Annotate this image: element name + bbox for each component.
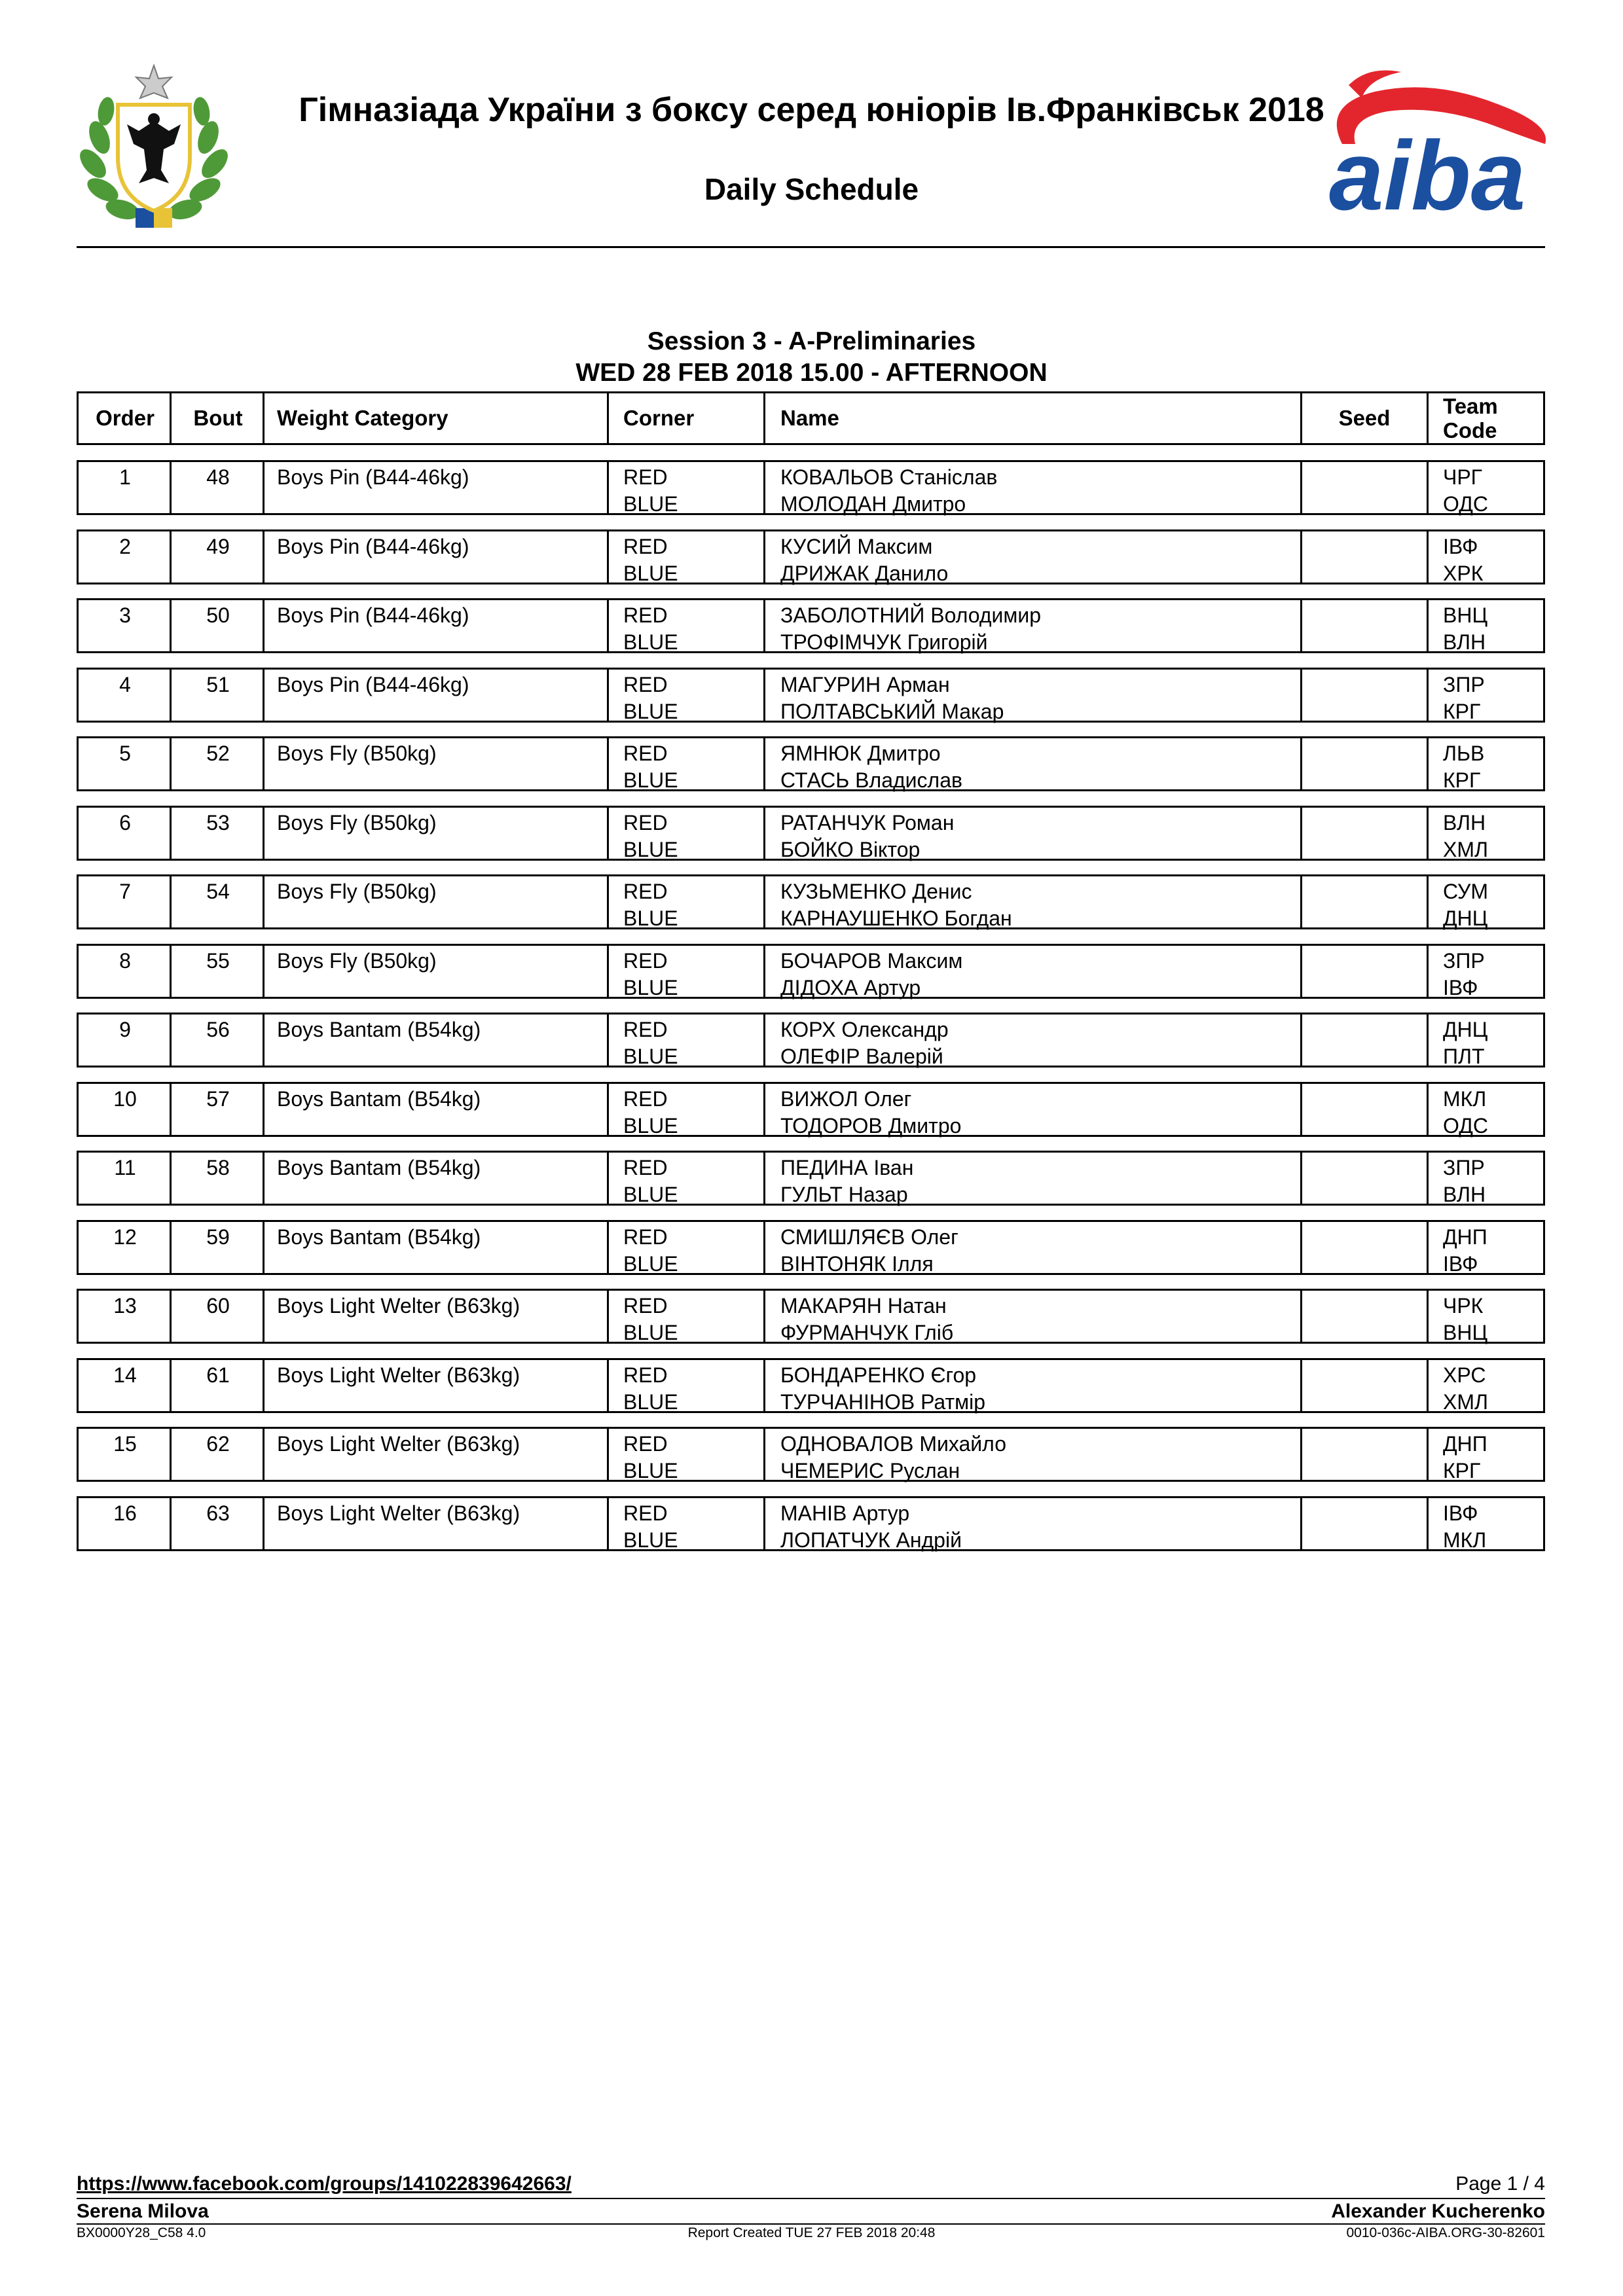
cell-order-order: 7 <box>119 880 131 903</box>
cell-team-code-red-team: ЧРГ <box>1443 465 1482 489</box>
cell-corner-blue: BLUE <box>623 1528 678 1552</box>
cell-corner-red: RED <box>623 1501 668 1525</box>
column-bout: Bout <box>193 406 243 430</box>
cell-order <box>79 1014 172 1066</box>
cell-order <box>79 1498 172 1549</box>
cell-name-red-name: ЗАБОЛОТНИЙ Володимир <box>780 603 1042 627</box>
cell-weight-category <box>277 876 604 927</box>
table-row <box>77 668 1545 723</box>
cell-order-order: 5 <box>119 742 131 765</box>
cell-bout-bout: 48 <box>206 465 230 489</box>
cell-weight-category-weight: Boys Bantam (B54kg) <box>277 1087 481 1111</box>
column-team-code <box>1443 393 1541 443</box>
footer-page-number: Page 1 / 4 <box>1455 2173 1545 2195</box>
cell-corner-blue: BLUE <box>623 838 678 861</box>
table-row <box>77 1220 1545 1275</box>
cell-team-code <box>1443 670 1541 721</box>
header-divider <box>77 246 1545 248</box>
cell-name-blue-name: ТОДОРОВ Дмитро <box>780 1114 962 1138</box>
cell-team-code-blue-team: ХМЛ <box>1443 1390 1488 1414</box>
cell-corner-red: RED <box>623 535 668 558</box>
cell-name <box>780 738 1291 792</box>
cell-name-red-name: БОЧАРОВ Максим <box>780 949 963 973</box>
cell-team-code <box>1443 1014 1541 1066</box>
cell-name-blue-name: ВІНТОНЯК Ілля <box>780 1252 934 1276</box>
cell-corner-blue: BLUE <box>623 1114 678 1138</box>
cell-name-blue-name: ЛОПАТЧУК Андрій <box>780 1528 962 1552</box>
cell-team-code <box>1443 738 1541 792</box>
footer-url-link[interactable]: https://www.facebook.com/groups/141022839642663/ <box>77 2173 572 2195</box>
cell-team-code-blue-team: ДНЦ <box>1443 906 1488 930</box>
cell-order-order: 15 <box>113 1432 137 1456</box>
cell-order-order: 13 <box>113 1294 137 1318</box>
cell-corner-blue: BLUE <box>623 562 678 585</box>
cell-bout-bout: 52 <box>206 742 230 765</box>
cell-corner-red: RED <box>623 465 668 489</box>
cell-team-code-red-team: ЗПР <box>1443 673 1485 696</box>
cell-bout-bout: 62 <box>206 1432 230 1456</box>
cell-corner <box>623 1360 754 1414</box>
cell-weight-category <box>277 1014 604 1066</box>
cell-weight-category-weight: Boys Fly (B50kg) <box>277 880 437 903</box>
cell-weight-category <box>277 1222 604 1273</box>
footer-right-signatory: Alexander Kucherenko <box>1331 2200 1545 2222</box>
cell-name-blue-name: ГУЛЬТ Назар <box>780 1183 908 1206</box>
cell-order-order: 1 <box>119 465 131 489</box>
session-title: Session 3 - A-Preliminaries <box>647 327 976 355</box>
cell-weight-category-weight: Boys Pin (B44-46kg) <box>277 673 469 696</box>
cell-order <box>79 1360 172 1411</box>
cell-name <box>780 531 1291 583</box>
cell-team-code-red-team: ІВФ <box>1443 1501 1478 1525</box>
cell-team-code-blue-team: КРГ <box>1443 1459 1481 1482</box>
cell-name <box>780 1014 1291 1066</box>
column-team-line2: Code <box>1443 418 1497 442</box>
cell-team-code-red-team: ДНП <box>1443 1225 1487 1249</box>
cell-name-red-name: КУЗЬМЕНКО Денис <box>780 880 972 903</box>
cell-name-blue-name: СТАСЬ Владислав <box>780 768 962 792</box>
cell-name <box>780 1084 1291 1138</box>
cell-team-code <box>1443 1429 1541 1480</box>
cell-corner <box>623 946 754 997</box>
cell-order <box>79 670 172 721</box>
cell-team-code <box>1443 1153 1541 1204</box>
cell-weight-category-weight: Boys Pin (B44-46kg) <box>277 535 469 558</box>
cell-corner <box>623 1014 754 1066</box>
cell-corner <box>623 670 754 721</box>
cell-bout <box>172 1084 264 1135</box>
cell-team-code-red-team: МКЛ <box>1443 1087 1487 1111</box>
cell-name-red-name: КОРХ Олександр <box>780 1018 949 1041</box>
cell-team-code-blue-team: ОДС <box>1443 1114 1488 1138</box>
cell-team-code-red-team: ВЛН <box>1443 811 1486 834</box>
cell-team-code-blue-team: МКЛ <box>1443 1528 1487 1552</box>
cell-corner <box>623 1498 754 1552</box>
cell-weight-category <box>277 1153 604 1204</box>
cell-bout-bout: 56 <box>206 1018 230 1041</box>
cell-order <box>79 531 172 583</box>
cell-name-blue-name: МОЛОДАН Дмитро <box>780 492 966 516</box>
cell-weight-category-weight: Boys Fly (B50kg) <box>277 742 437 765</box>
cell-bout-bout: 61 <box>206 1363 230 1387</box>
cell-weight-category <box>277 1291 604 1342</box>
column-name: Name <box>780 406 839 430</box>
cell-bout <box>172 738 264 789</box>
cell-corner <box>623 462 754 516</box>
cell-name <box>780 876 1291 930</box>
session-date: WED 28 FEB 2018 15.00 - AFTERNOON <box>575 359 1048 387</box>
column-weight-category: Weight Category <box>277 406 448 430</box>
table-row <box>77 598 1545 653</box>
cell-bout-bout: 49 <box>206 535 230 558</box>
cell-corner <box>623 876 754 930</box>
cell-corner-red: RED <box>623 603 668 627</box>
cell-corner-blue: BLUE <box>623 1321 678 1344</box>
cell-name-blue-name: ОЛЕФІР Валерій <box>780 1045 943 1068</box>
cell-order <box>79 1084 172 1135</box>
cell-name-blue-name: ТРОФІМЧУК Григорій <box>780 630 988 654</box>
table-row <box>77 1358 1545 1413</box>
cell-corner-blue: BLUE <box>623 630 678 654</box>
cell-bout <box>172 1360 264 1411</box>
cell-team-code-blue-team: ПЛТ <box>1443 1045 1485 1068</box>
cell-name-blue-name: БОЙКО Віктор <box>780 838 921 861</box>
cell-order-order: 4 <box>119 673 131 696</box>
cell-bout <box>172 1222 264 1273</box>
footer-report-code: BX0000Y28_C58 4.0 <box>77 2225 206 2240</box>
cell-corner-red: RED <box>623 1294 668 1318</box>
cell-team-code <box>1443 1291 1541 1342</box>
cell-name-red-name: ОДНОВАЛОВ Михайло <box>780 1432 1006 1456</box>
cell-corner-red: RED <box>623 811 668 834</box>
cell-order <box>79 808 172 859</box>
cell-team-code <box>1443 1360 1541 1414</box>
cell-weight-category-weight: Boys Pin (B44-46kg) <box>277 465 469 489</box>
document-title: Гімназіада України з боксу серед юніорів Ів.Франківськ 2018 <box>299 91 1324 129</box>
cell-name <box>780 670 1291 721</box>
cell-order-order: 6 <box>119 811 131 834</box>
cell-corner <box>623 1222 754 1276</box>
cell-bout <box>172 808 264 859</box>
cell-team-code-red-team: ДНЦ <box>1443 1018 1488 1041</box>
cell-corner-red: RED <box>623 1156 668 1179</box>
cell-name-blue-name: ПОЛТАВСЬКИЙ Макар <box>780 700 1004 723</box>
cell-weight-category <box>277 1429 604 1480</box>
cell-corner <box>623 1291 754 1342</box>
footer-left-signatory: Serena Milova <box>77 2200 209 2222</box>
table-row <box>77 1151 1545 1206</box>
cell-team-code-red-team: ЧРК <box>1443 1294 1484 1318</box>
cell-team-code-blue-team: ВЛН <box>1443 630 1486 654</box>
cell-weight-category-weight: Boys Light Welter (B63kg) <box>277 1294 520 1318</box>
cell-corner-blue: BLUE <box>623 1390 678 1414</box>
cell-bout-bout: 55 <box>206 949 230 973</box>
cell-corner-red: RED <box>623 1363 668 1387</box>
cell-order <box>79 946 172 997</box>
cell-corner <box>623 1153 754 1204</box>
cell-corner-blue: BLUE <box>623 1252 678 1276</box>
cell-order <box>79 738 172 789</box>
cell-weight-category <box>277 1084 604 1135</box>
cell-name-blue-name: ТУРЧАНІНОВ Ратмір <box>780 1390 986 1414</box>
cell-team-code-blue-team: ІВФ <box>1443 1252 1478 1276</box>
cell-weight-category-weight: Boys Bantam (B54kg) <box>277 1018 481 1041</box>
table-row <box>77 1013 1545 1067</box>
cell-bout-bout: 51 <box>206 673 230 696</box>
cell-corner-red: RED <box>623 1018 668 1041</box>
cell-name <box>780 1360 1291 1414</box>
cell-name-red-name: КУСИЙ Максим <box>780 535 933 558</box>
cell-bout-bout: 59 <box>206 1225 230 1249</box>
cell-name-red-name: ВИЖОЛ Олег <box>780 1087 912 1111</box>
cell-weight-category-weight: Boys Fly (B50kg) <box>277 811 437 834</box>
cell-corner-blue: BLUE <box>623 906 678 930</box>
cell-name-blue-name: ДІДОХА Артур <box>780 976 921 999</box>
cell-team-code <box>1443 600 1541 654</box>
cell-corner-red: RED <box>623 949 668 973</box>
cell-order-order: 2 <box>119 535 131 558</box>
cell-bout-bout: 60 <box>206 1294 230 1318</box>
table-header <box>77 391 1545 445</box>
cell-weight-category-weight: Boys Pin (B44-46kg) <box>277 603 469 627</box>
cell-corner-red: RED <box>623 1432 668 1456</box>
cell-order <box>79 600 172 651</box>
cell-name <box>780 946 1291 997</box>
cell-order-order: 11 <box>114 1156 136 1179</box>
cell-name-red-name: МАГУРИН Арман <box>780 673 950 696</box>
cell-corner-blue: BLUE <box>623 1459 678 1482</box>
cell-weight-category <box>277 531 604 583</box>
cell-name <box>780 1222 1291 1276</box>
cell-weight-category <box>277 738 604 789</box>
cell-team-code <box>1443 462 1541 516</box>
cell-weight-category-weight: Boys Light Welter (B63kg) <box>277 1363 520 1387</box>
cell-weight-category <box>277 1498 604 1549</box>
cell-bout <box>172 946 264 997</box>
cell-name-red-name: СМИШЛЯЄВ Олег <box>780 1225 958 1249</box>
cell-team-code-blue-team: ХРК <box>1443 562 1484 585</box>
cell-weight-category-weight: Boys Light Welter (B63kg) <box>277 1501 520 1525</box>
cell-name-blue-name: ЧЕМЕРИС Руслан <box>780 1459 960 1482</box>
cell-name <box>780 1429 1291 1480</box>
cell-corner-blue: BLUE <box>623 700 678 723</box>
cell-order <box>79 1429 172 1480</box>
cell-name-red-name: БОНДАРЕНКО Єгор <box>780 1363 977 1387</box>
cell-name <box>780 600 1291 654</box>
cell-order-order: 12 <box>113 1225 137 1249</box>
cell-bout <box>172 600 264 651</box>
cell-corner-blue: BLUE <box>623 1045 678 1068</box>
footer-report-created: Report Created TUE 27 FEB 2018 20:48 <box>687 2225 936 2240</box>
cell-bout-bout: 57 <box>206 1087 230 1111</box>
table-row <box>77 874 1545 929</box>
cell-name <box>780 462 1291 516</box>
cell-bout-bout: 63 <box>206 1501 230 1525</box>
cell-weight-category-weight: Boys Fly (B50kg) <box>277 949 437 973</box>
cell-team-code-red-team: ЛЬВ <box>1443 742 1485 765</box>
cell-corner-blue: BLUE <box>623 976 678 999</box>
cell-weight-category-weight: Boys Light Welter (B63kg) <box>277 1432 520 1456</box>
cell-team-code <box>1443 1084 1541 1138</box>
cell-team-code-red-team: ДНП <box>1443 1432 1487 1456</box>
cell-name <box>780 808 1291 859</box>
cell-team-code-blue-team: ВНЦ <box>1443 1321 1488 1344</box>
column-corner: Corner <box>623 406 695 430</box>
cell-corner-red: RED <box>623 742 668 765</box>
cell-team-code <box>1443 876 1541 930</box>
cell-name-red-name: ЯМНЮК Дмитро <box>780 742 941 765</box>
cell-weight-category <box>277 600 604 651</box>
cell-bout <box>172 462 264 513</box>
cell-team-code-red-team: ЗПР <box>1443 1156 1485 1179</box>
cell-corner <box>623 1429 754 1480</box>
cell-corner-red: RED <box>623 1225 668 1249</box>
cell-bout <box>172 1291 264 1342</box>
cell-bout <box>172 876 264 927</box>
column-seed: Seed <box>1338 406 1391 430</box>
cell-name-red-name: ПЕДИНА Іван <box>780 1156 914 1179</box>
table-row <box>77 1496 1545 1551</box>
cell-team-code-red-team: ХРС <box>1443 1363 1486 1387</box>
cell-bout-bout: 50 <box>206 603 230 627</box>
cell-order-order: 9 <box>119 1018 131 1041</box>
cell-name-red-name: РАТАНЧУК Роман <box>780 811 955 834</box>
cell-bout-bout: 58 <box>206 1156 230 1179</box>
cell-corner <box>623 1084 754 1138</box>
table-row <box>77 806 1545 861</box>
table-row <box>77 736 1545 791</box>
cell-weight-category-weight: Boys Bantam (B54kg) <box>277 1225 481 1249</box>
cell-bout <box>172 670 264 721</box>
cell-order-order: 16 <box>113 1501 137 1525</box>
cell-bout <box>172 531 264 583</box>
cell-team-code <box>1443 531 1541 583</box>
cell-order-order: 14 <box>113 1363 137 1387</box>
cell-name-blue-name: ДРИЖАК Данило <box>780 562 949 585</box>
cell-order <box>79 462 172 513</box>
cell-name-blue-name: КАРНАУШЕНКО Богдан <box>780 906 1012 930</box>
cell-order-order: 8 <box>119 949 131 973</box>
cell-bout-bout: 53 <box>206 811 230 834</box>
cell-weight-category-weight: Boys Bantam (B54kg) <box>277 1156 481 1179</box>
cell-corner-blue: BLUE <box>623 492 678 516</box>
cell-team-code-blue-team: ОДС <box>1443 492 1488 516</box>
cell-bout <box>172 1498 264 1549</box>
cell-team-code-red-team: ЗПР <box>1443 949 1485 973</box>
table-row <box>77 1289 1545 1344</box>
cell-order-order: 10 <box>113 1087 137 1111</box>
cell-team-code <box>1443 1222 1541 1276</box>
cell-corner-red: RED <box>623 880 668 903</box>
cell-team-code <box>1443 808 1541 859</box>
cell-team-code-blue-team: ВЛН <box>1443 1183 1486 1206</box>
cell-name <box>780 1291 1291 1342</box>
footer-divider <box>77 2198 1545 2199</box>
cell-corner <box>623 600 754 654</box>
table-row <box>77 460 1545 515</box>
table-row <box>77 1082 1545 1137</box>
cell-bout-bout: 54 <box>206 880 230 903</box>
cell-team-code-blue-team: КРГ <box>1443 768 1481 792</box>
cell-name-red-name: КОВАЛЬОВ Станіслав <box>780 465 998 489</box>
cell-corner-red: RED <box>623 673 668 696</box>
cell-order <box>79 876 172 927</box>
cell-team-code <box>1443 1498 1541 1552</box>
cell-name-red-name: МАКАРЯН Натан <box>780 1294 947 1318</box>
cell-team-code <box>1443 946 1541 997</box>
cell-bout <box>172 1429 264 1480</box>
cell-corner-blue: BLUE <box>623 1183 678 1206</box>
footer-document-id: 0010-036c-AIBA.ORG-30-82601 <box>1346 2225 1545 2240</box>
cell-order <box>79 1222 172 1273</box>
cell-team-code-blue-team: ІВФ <box>1443 976 1478 999</box>
cell-corner <box>623 738 754 792</box>
column-order: Order <box>96 406 155 430</box>
footer-divider-2 <box>77 2223 1545 2225</box>
table-row <box>77 529 1545 584</box>
cell-name <box>780 1498 1291 1552</box>
cell-corner <box>623 531 754 583</box>
cell-order <box>79 1153 172 1204</box>
cell-order-order: 3 <box>119 603 131 627</box>
document-subtitle: Daily Schedule <box>704 172 919 206</box>
cell-corner <box>623 808 754 859</box>
cell-team-code-blue-team: ХМЛ <box>1443 838 1488 861</box>
cell-team-code-red-team: ВНЦ <box>1443 603 1488 627</box>
cell-weight-category <box>277 1360 604 1411</box>
column-team-line1: Team <box>1443 394 1498 418</box>
cell-name <box>780 1153 1291 1204</box>
cell-name-red-name: МАНІВ Артур <box>780 1501 910 1525</box>
aiba-logo-text: aiba <box>1329 120 1526 216</box>
cell-corner-blue: BLUE <box>623 768 678 792</box>
cell-team-code-red-team: СУМ <box>1443 880 1489 903</box>
cell-bout <box>172 1014 264 1066</box>
cell-order <box>79 1291 172 1342</box>
cell-weight-category <box>277 670 604 721</box>
cell-name-blue-name: ФУРМАНЧУК Гліб <box>780 1321 954 1344</box>
cell-team-code-red-team: ІВФ <box>1443 535 1478 558</box>
cell-weight-category <box>277 808 604 859</box>
cell-team-code-blue-team: КРГ <box>1443 700 1481 723</box>
table-row <box>77 1427 1545 1482</box>
cell-bout <box>172 1153 264 1204</box>
cell-weight-category <box>277 946 604 997</box>
table-row <box>77 944 1545 999</box>
cell-corner-red: RED <box>623 1087 668 1111</box>
cell-weight-category <box>277 462 604 513</box>
